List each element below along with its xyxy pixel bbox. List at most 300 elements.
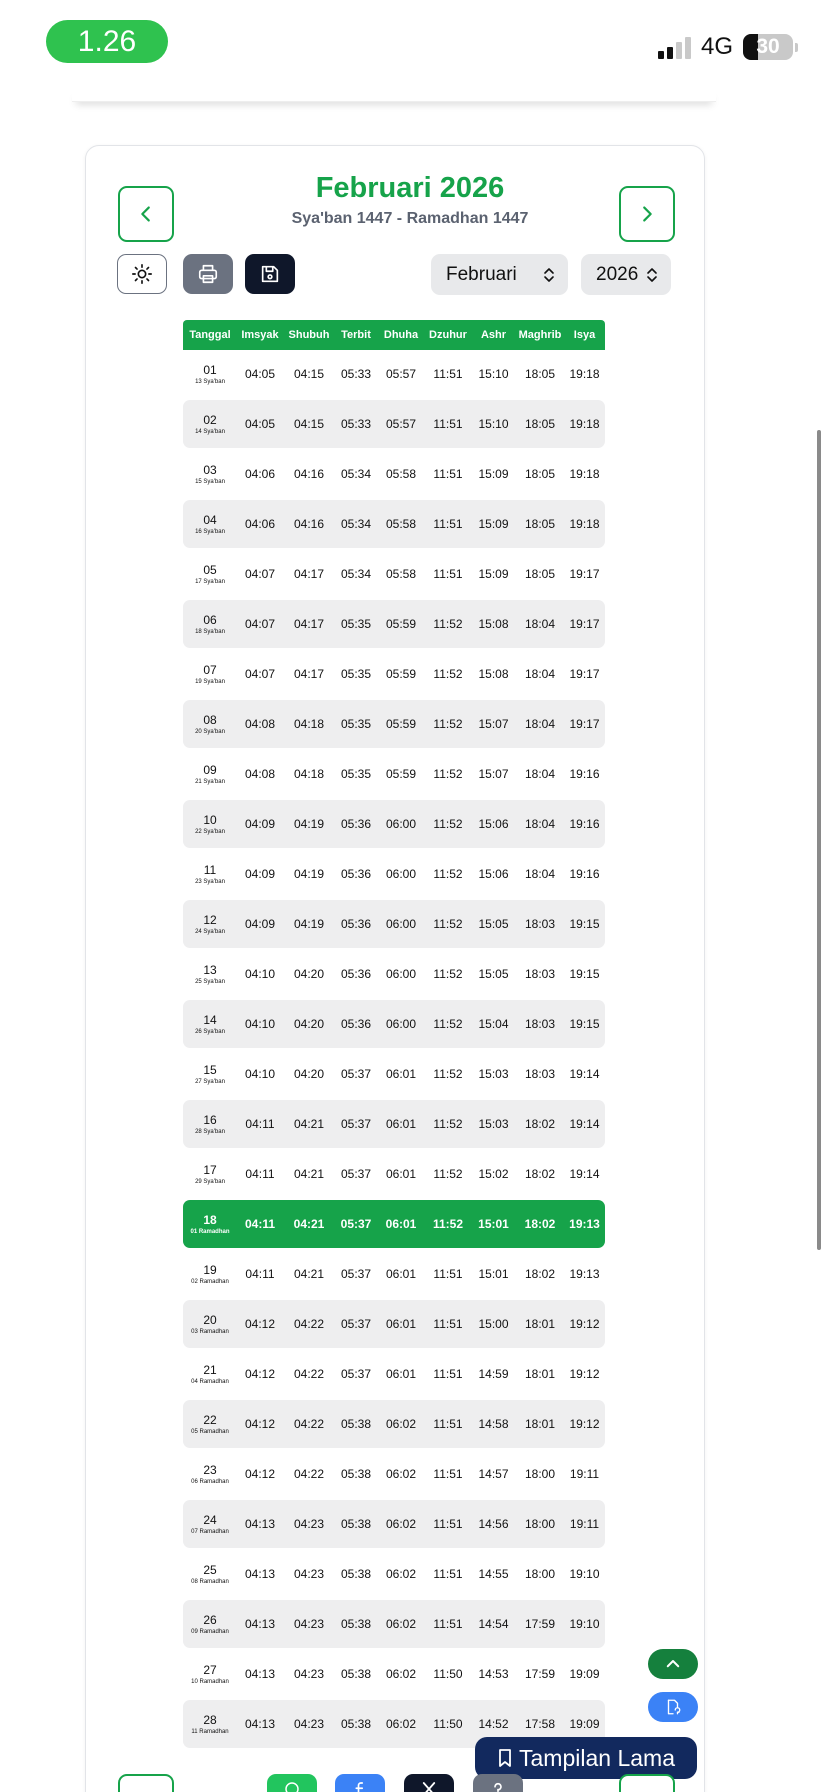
network-type: 4G bbox=[700, 33, 733, 60]
time-cell: 19:18 bbox=[569, 467, 600, 481]
time-cell: 18:00 bbox=[524, 1517, 556, 1531]
time-cell: 19:15 bbox=[569, 917, 600, 931]
time-cell: 18:05 bbox=[524, 467, 556, 481]
time-cell: 04:21 bbox=[293, 1117, 325, 1131]
share-x-button[interactable] bbox=[404, 1774, 454, 1792]
hijri-date: 09 Ramadhan bbox=[191, 1629, 229, 1635]
time-cell: 18:04 bbox=[524, 617, 556, 631]
time-cell: 04:13 bbox=[244, 1567, 276, 1581]
time-cell: 18:05 bbox=[524, 517, 556, 531]
time-cell: 04:08 bbox=[244, 767, 276, 781]
table-row bbox=[183, 850, 605, 898]
table-row bbox=[183, 750, 605, 798]
column-header: Ashr bbox=[480, 329, 507, 341]
table-row bbox=[183, 1300, 605, 1348]
time-cell: 05:57 bbox=[385, 417, 417, 431]
table-row bbox=[183, 1250, 605, 1298]
time-cell: 05:34 bbox=[340, 517, 372, 531]
table-row bbox=[183, 1000, 605, 1048]
date-cell bbox=[183, 913, 237, 935]
hijri-date: 17 Sya'ban bbox=[195, 579, 225, 585]
time-cell: 04:20 bbox=[293, 1067, 325, 1081]
time-cell: 05:35 bbox=[340, 667, 372, 681]
time-cell: 04:10 bbox=[244, 967, 276, 981]
time-cell: 04:22 bbox=[293, 1317, 325, 1331]
time-cell: 19:17 bbox=[569, 717, 600, 731]
time-cell: 11:52 bbox=[433, 617, 463, 631]
gregorian-day: 12 bbox=[203, 913, 217, 927]
time-cell: 11:52 bbox=[433, 767, 463, 781]
table-row bbox=[183, 550, 605, 598]
time-cell: 15:05 bbox=[478, 917, 509, 931]
gregorian-day: 11 bbox=[203, 863, 217, 877]
date-cell bbox=[183, 1413, 237, 1435]
time-cell: 15:07 bbox=[478, 717, 509, 731]
theme-toggle-button[interactable] bbox=[117, 254, 167, 294]
time-cell: 06:01 bbox=[385, 1367, 417, 1381]
time-cell: 04:16 bbox=[293, 517, 325, 531]
time-cell: 11:51 bbox=[433, 1517, 463, 1531]
time-cell: 19:11 bbox=[569, 1517, 600, 1531]
gregorian-day: 23 bbox=[203, 1463, 217, 1477]
time-cell: 04:19 bbox=[293, 817, 325, 831]
date-cell bbox=[183, 663, 237, 685]
time-cell: 11:52 bbox=[433, 1117, 463, 1131]
time-cell: 19:14 bbox=[569, 1167, 600, 1181]
table-row bbox=[183, 600, 605, 648]
time-cell: 05:59 bbox=[385, 717, 417, 731]
time-cell: 15:08 bbox=[478, 617, 509, 631]
gregorian-day: 26 bbox=[203, 1613, 217, 1627]
time-cell: 04:21 bbox=[293, 1217, 325, 1231]
time-cell: 04:17 bbox=[293, 567, 325, 581]
time-cell: 04:05 bbox=[244, 417, 276, 431]
gregorian-day: 17 bbox=[203, 1163, 217, 1177]
column-header: Terbit bbox=[341, 329, 371, 341]
time-cell: 11:51 bbox=[433, 467, 463, 481]
time-cell: 11:51 bbox=[433, 417, 463, 431]
bookmark-icon bbox=[497, 1748, 513, 1768]
date-cell bbox=[183, 1213, 237, 1235]
gregorian-day: 21 bbox=[203, 1363, 217, 1377]
time-cell: 04:22 bbox=[293, 1417, 325, 1431]
time-cell: 05:37 bbox=[340, 1217, 372, 1231]
time-cell: 05:37 bbox=[340, 1067, 372, 1081]
date-cell bbox=[183, 1613, 237, 1635]
hijri-date: 28 Sya'ban bbox=[195, 1129, 225, 1135]
time-cell: 14:55 bbox=[478, 1567, 509, 1581]
time-cell: 04:16 bbox=[293, 467, 325, 481]
date-cell bbox=[183, 1013, 237, 1035]
time-cell: 04:23 bbox=[293, 1617, 325, 1631]
status-indicators bbox=[658, 33, 798, 61]
time-cell: 15:10 bbox=[478, 367, 509, 381]
sun-icon bbox=[131, 263, 153, 285]
battery-level: 30 bbox=[756, 35, 780, 58]
time-cell: 05:35 bbox=[340, 717, 372, 731]
hijri-date: 08 Ramadhan bbox=[191, 1579, 229, 1585]
signal-icon bbox=[658, 35, 691, 59]
time-cell: 18:02 bbox=[524, 1267, 556, 1281]
scrollbar[interactable] bbox=[817, 430, 821, 1250]
time-cell: 06:01 bbox=[385, 1267, 417, 1281]
time-cell: 15:03 bbox=[478, 1117, 509, 1131]
time-cell: 04:07 bbox=[244, 667, 276, 681]
time-cell: 19:17 bbox=[569, 667, 600, 681]
date-cell bbox=[183, 763, 237, 785]
time-cell: 19:17 bbox=[569, 617, 600, 631]
time-cell: 04:17 bbox=[293, 667, 325, 681]
time-cell: 19:17 bbox=[569, 567, 600, 581]
column-header: Isya bbox=[573, 329, 596, 341]
time-cell: 04:07 bbox=[244, 617, 276, 631]
prev-month-button-bottom[interactable] bbox=[118, 1774, 174, 1792]
time-cell: 18:01 bbox=[524, 1417, 556, 1431]
facebook-icon bbox=[351, 1780, 369, 1792]
x-logo-icon bbox=[420, 1780, 438, 1792]
time-cell: 19:11 bbox=[569, 1467, 600, 1481]
hijri-date: 02 Ramadhan bbox=[191, 1279, 229, 1285]
time-cell: 04:11 bbox=[244, 1217, 276, 1231]
chevron-left-icon bbox=[135, 203, 157, 225]
date-cell bbox=[183, 1063, 237, 1085]
hijri-date: 29 Sya'ban bbox=[195, 1179, 225, 1185]
time-cell: 04:23 bbox=[293, 1517, 325, 1531]
time-cell: 04:18 bbox=[293, 717, 325, 731]
year-select[interactable] bbox=[581, 254, 671, 295]
time-cell: 04:23 bbox=[293, 1667, 325, 1681]
table-row bbox=[183, 1650, 605, 1698]
time-cell: 04:11 bbox=[245, 1267, 275, 1281]
hijri-date: 01 Ramadhan bbox=[190, 1229, 230, 1235]
table-body bbox=[183, 350, 605, 1748]
hijri-subtitle: Sya'ban 1447 - Ramadhan 1447 bbox=[291, 210, 529, 227]
time-cell: 04:12 bbox=[244, 1367, 276, 1381]
time-cell: 18:04 bbox=[524, 817, 556, 831]
time-cell: 15:03 bbox=[478, 1067, 509, 1081]
time-cell: 04:19 bbox=[293, 867, 325, 881]
gregorian-day: 22 bbox=[203, 1413, 217, 1427]
chevron-right-icon bbox=[636, 203, 658, 225]
date-cell bbox=[183, 413, 237, 435]
gregorian-day: 15 bbox=[203, 1063, 217, 1077]
time-cell: 19:16 bbox=[569, 817, 600, 831]
date-cell bbox=[183, 713, 237, 735]
time-cell: 14:58 bbox=[478, 1417, 509, 1431]
time-cell: 11:52 bbox=[433, 1167, 463, 1181]
time-cell: 11:52 bbox=[433, 1067, 463, 1081]
gregorian-day: 02 bbox=[203, 413, 217, 427]
time-cell: 05:36 bbox=[340, 1017, 372, 1031]
hijri-date: 18 Sya'ban bbox=[195, 629, 225, 635]
table-row bbox=[183, 1150, 605, 1198]
hijri-date: 22 Sya'ban bbox=[195, 829, 225, 835]
time-cell: 04:15 bbox=[293, 367, 325, 381]
time-cell: 06:02 bbox=[385, 1417, 417, 1431]
help-button[interactable] bbox=[473, 1774, 523, 1792]
date-cell bbox=[183, 963, 237, 985]
time-cell: 04:09 bbox=[244, 817, 276, 831]
time-cell: 11:51 bbox=[433, 1367, 463, 1381]
chevron-up-down-icon bbox=[543, 267, 555, 283]
time-cell: 15:02 bbox=[478, 1167, 509, 1181]
time-cell: 05:33 bbox=[340, 367, 372, 381]
gregorian-day: 06 bbox=[203, 613, 217, 627]
time-cell: 14:57 bbox=[478, 1467, 509, 1481]
date-cell bbox=[183, 1563, 237, 1585]
time-cell: 18:03 bbox=[524, 917, 556, 931]
time-cell: 04:05 bbox=[244, 367, 276, 381]
table-row bbox=[183, 1350, 605, 1398]
time-cell: 06:01 bbox=[385, 1317, 417, 1331]
time-cell: 06:01 bbox=[385, 1067, 417, 1081]
time-cell: 18:02 bbox=[524, 1217, 556, 1231]
time-cell: 19:14 bbox=[569, 1067, 600, 1081]
time-cell: 05:38 bbox=[340, 1417, 372, 1431]
time-cell: 18:03 bbox=[524, 1017, 556, 1031]
table-row bbox=[183, 500, 605, 548]
time-cell: 18:04 bbox=[524, 717, 556, 731]
time-cell: 04:11 bbox=[245, 1117, 275, 1131]
prev-month-button[interactable] bbox=[118, 186, 174, 242]
table-row bbox=[183, 1550, 605, 1598]
time-cell: 05:38 bbox=[340, 1617, 372, 1631]
time-cell: 17:59 bbox=[524, 1667, 556, 1681]
column-header: Imsyak bbox=[241, 329, 279, 341]
time-cell: 05:37 bbox=[340, 1367, 372, 1381]
time-cell: 18:02 bbox=[524, 1117, 556, 1131]
hijri-date: 23 Sya'ban bbox=[195, 879, 225, 885]
time-cell: 15:05 bbox=[478, 967, 509, 981]
time-cell: 05:58 bbox=[385, 467, 417, 481]
time-cell: 06:00 bbox=[385, 1017, 417, 1031]
time-cell: 04:21 bbox=[293, 1267, 325, 1281]
gregorian-day: 16 bbox=[203, 1113, 217, 1127]
table-row bbox=[183, 650, 605, 698]
table-row bbox=[183, 400, 605, 448]
battery-cap bbox=[795, 43, 798, 52]
time-cell: 05:38 bbox=[340, 1717, 372, 1731]
time-cell: 14:54 bbox=[478, 1617, 509, 1631]
gregorian-day: 20 bbox=[203, 1313, 217, 1327]
time-cell: 11:52 bbox=[432, 1217, 464, 1231]
time-cell: 15:00 bbox=[478, 1317, 509, 1331]
time-cell: 05:35 bbox=[340, 767, 372, 781]
table-row bbox=[183, 1100, 605, 1148]
time-cell: 04:06 bbox=[244, 517, 276, 531]
table-row bbox=[183, 1050, 605, 1098]
time-cell: 05:59 bbox=[385, 767, 417, 781]
gregorian-day: 05 bbox=[203, 563, 217, 577]
time-cell: 19:18 bbox=[569, 417, 600, 431]
share-whatsapp-button[interactable] bbox=[267, 1774, 317, 1792]
time-cell: 04:13 bbox=[244, 1517, 276, 1531]
next-month-button-bottom[interactable] bbox=[619, 1774, 675, 1792]
time-cell: 04:07 bbox=[244, 567, 276, 581]
time-cell: 05:38 bbox=[340, 1567, 372, 1581]
time-cell: 04:11 bbox=[245, 1167, 275, 1181]
time-cell: 11:51 bbox=[433, 1567, 463, 1581]
time-cell: 06:00 bbox=[385, 867, 417, 881]
hijri-date: 15 Sya'ban bbox=[195, 479, 225, 485]
time-cell: 19:12 bbox=[569, 1417, 600, 1431]
date-cell bbox=[183, 813, 237, 835]
time-cell: 06:01 bbox=[385, 1167, 417, 1181]
time-cell: 05:36 bbox=[340, 817, 372, 831]
prayer-times-table bbox=[183, 320, 605, 1750]
time-cell: 04:22 bbox=[293, 1467, 325, 1481]
month-select[interactable] bbox=[431, 254, 568, 295]
time-cell: 05:36 bbox=[340, 917, 372, 931]
date-cell bbox=[183, 1663, 237, 1685]
time-cell: 11:51 bbox=[433, 367, 463, 381]
time-cell: 11:52 bbox=[433, 717, 463, 731]
gregorian-day: 04 bbox=[203, 513, 217, 527]
time-cell: 06:00 bbox=[385, 817, 417, 831]
date-cell bbox=[183, 463, 237, 485]
time-cell: 18:01 bbox=[524, 1317, 556, 1331]
whatsapp-icon bbox=[283, 1780, 301, 1792]
time-cell: 04:12 bbox=[244, 1317, 276, 1331]
time-cell: 17:59 bbox=[524, 1617, 556, 1631]
gregorian-day: 08 bbox=[203, 713, 217, 727]
time-cell: 15:01 bbox=[478, 1267, 509, 1281]
time-cell: 06:00 bbox=[385, 917, 417, 931]
time-cell: 15:09 bbox=[478, 517, 509, 531]
save-icon bbox=[259, 263, 281, 285]
date-cell bbox=[183, 863, 237, 885]
time-cell: 05:58 bbox=[385, 567, 417, 581]
time-cell: 15:09 bbox=[478, 467, 509, 481]
time-cell: 11:51 bbox=[433, 567, 463, 581]
time-cell: 04:09 bbox=[244, 867, 276, 881]
time-cell: 05:37 bbox=[340, 1317, 372, 1331]
time-cell: 05:35 bbox=[340, 617, 372, 631]
time-cell: 05:33 bbox=[340, 417, 372, 431]
time-cell: 19:14 bbox=[569, 1117, 600, 1131]
time-cell: 05:34 bbox=[340, 467, 372, 481]
date-cell bbox=[183, 1513, 237, 1535]
share-facebook-button[interactable] bbox=[335, 1774, 385, 1792]
hijri-date: 04 Ramadhan bbox=[191, 1379, 229, 1385]
gregorian-day: 27 bbox=[203, 1663, 217, 1677]
hijri-date: 05 Ramadhan bbox=[191, 1429, 229, 1435]
time-cell: 05:57 bbox=[385, 367, 417, 381]
save-button[interactable] bbox=[245, 254, 295, 294]
hijri-date: 16 Sya'ban bbox=[195, 529, 225, 535]
table-header bbox=[183, 320, 605, 350]
hijri-date: 27 Sya'ban bbox=[195, 1079, 225, 1085]
time-cell: 06:02 bbox=[385, 1667, 417, 1681]
convert-button[interactable] bbox=[648, 1692, 698, 1722]
time-cell: 14:53 bbox=[478, 1667, 509, 1681]
next-month-button[interactable] bbox=[619, 186, 675, 242]
old-view-label: Tampilan Lama bbox=[519, 1744, 675, 1771]
chevron-up-icon bbox=[664, 1655, 682, 1673]
hijri-date: 20 Sya'ban bbox=[195, 729, 225, 735]
time-cell: 14:59 bbox=[478, 1367, 509, 1381]
table-row bbox=[183, 950, 605, 998]
header-edge bbox=[72, 88, 716, 102]
time-cell: 04:06 bbox=[244, 467, 276, 481]
time-cell: 04:12 bbox=[244, 1467, 276, 1481]
hijri-date: 06 Ramadhan bbox=[191, 1479, 229, 1485]
table-row bbox=[183, 1500, 605, 1548]
time-cell: 06:01 bbox=[385, 1117, 417, 1131]
month-select-value: Februari bbox=[446, 263, 517, 285]
time-cell: 05:58 bbox=[385, 517, 417, 531]
date-cell bbox=[183, 513, 237, 535]
time-cell: 18:04 bbox=[524, 767, 556, 781]
help-icon bbox=[489, 1780, 507, 1792]
time-cell: 19:10 bbox=[569, 1567, 600, 1581]
year-select-value: 2026 bbox=[596, 263, 639, 285]
time-cell: 17:58 bbox=[524, 1717, 556, 1731]
old-view-button[interactable] bbox=[475, 1737, 697, 1779]
time-cell: 11:52 bbox=[433, 967, 463, 981]
time-cell: 11:50 bbox=[433, 1717, 463, 1731]
time-cell: 18:04 bbox=[524, 867, 556, 881]
time-cell: 18:04 bbox=[524, 667, 556, 681]
time-cell: 11:51 bbox=[433, 1317, 463, 1331]
time-cell: 05:36 bbox=[340, 867, 372, 881]
time-cell: 06:01 bbox=[385, 1217, 417, 1231]
date-cell bbox=[183, 1363, 237, 1385]
time-cell: 04:09 bbox=[244, 917, 276, 931]
chevron-up-down-icon bbox=[646, 267, 658, 283]
time-cell: 11:51 bbox=[433, 1417, 463, 1431]
time-cell: 14:56 bbox=[478, 1517, 509, 1531]
time-cell: 19:15 bbox=[569, 1017, 600, 1031]
time-cell: 06:02 bbox=[385, 1617, 417, 1631]
date-cell bbox=[183, 1713, 237, 1735]
time-cell: 15:10 bbox=[478, 417, 509, 431]
time-cell: 11:52 bbox=[433, 667, 463, 681]
hijri-date: 03 Ramadhan bbox=[191, 1329, 229, 1335]
table-row bbox=[183, 450, 605, 498]
time-cell: 05:59 bbox=[385, 667, 417, 681]
print-button[interactable] bbox=[183, 254, 233, 294]
time-cell: 04:15 bbox=[293, 417, 325, 431]
time-cell: 11:51 bbox=[433, 1467, 463, 1481]
hijri-date: 07 Ramadhan bbox=[191, 1529, 229, 1535]
time-cell: 06:02 bbox=[385, 1717, 417, 1731]
printer-icon bbox=[197, 263, 219, 285]
table-row bbox=[183, 1450, 605, 1498]
hijri-date: 10 Ramadhan bbox=[191, 1679, 229, 1685]
scroll-top-button[interactable] bbox=[648, 1649, 698, 1679]
column-header: Tanggal bbox=[189, 329, 231, 341]
date-cell bbox=[183, 1313, 237, 1335]
time-cell: 15:06 bbox=[478, 867, 509, 881]
battery-icon bbox=[743, 34, 793, 60]
time-cell: 11:52 bbox=[433, 817, 463, 831]
time-cell: 18:00 bbox=[524, 1467, 556, 1481]
hijri-date: 26 Sya'ban bbox=[195, 1029, 225, 1035]
time-cell: 18:02 bbox=[524, 1167, 556, 1181]
gregorian-day: 03 bbox=[203, 463, 217, 477]
time-cell: 18:05 bbox=[524, 417, 556, 431]
time-cell: 18:01 bbox=[524, 1367, 556, 1381]
time-cell: 04:17 bbox=[293, 617, 325, 631]
time-cell: 15:07 bbox=[478, 767, 509, 781]
calendar-title: Februari 2026 bbox=[315, 172, 505, 204]
gregorian-day: 10 bbox=[203, 813, 217, 827]
time-cell: 04:19 bbox=[293, 917, 325, 931]
time-cell: 04:10 bbox=[244, 1017, 276, 1031]
time-cell: 11:51 bbox=[433, 1617, 463, 1631]
hijri-date: 25 Sya'ban bbox=[195, 979, 225, 985]
